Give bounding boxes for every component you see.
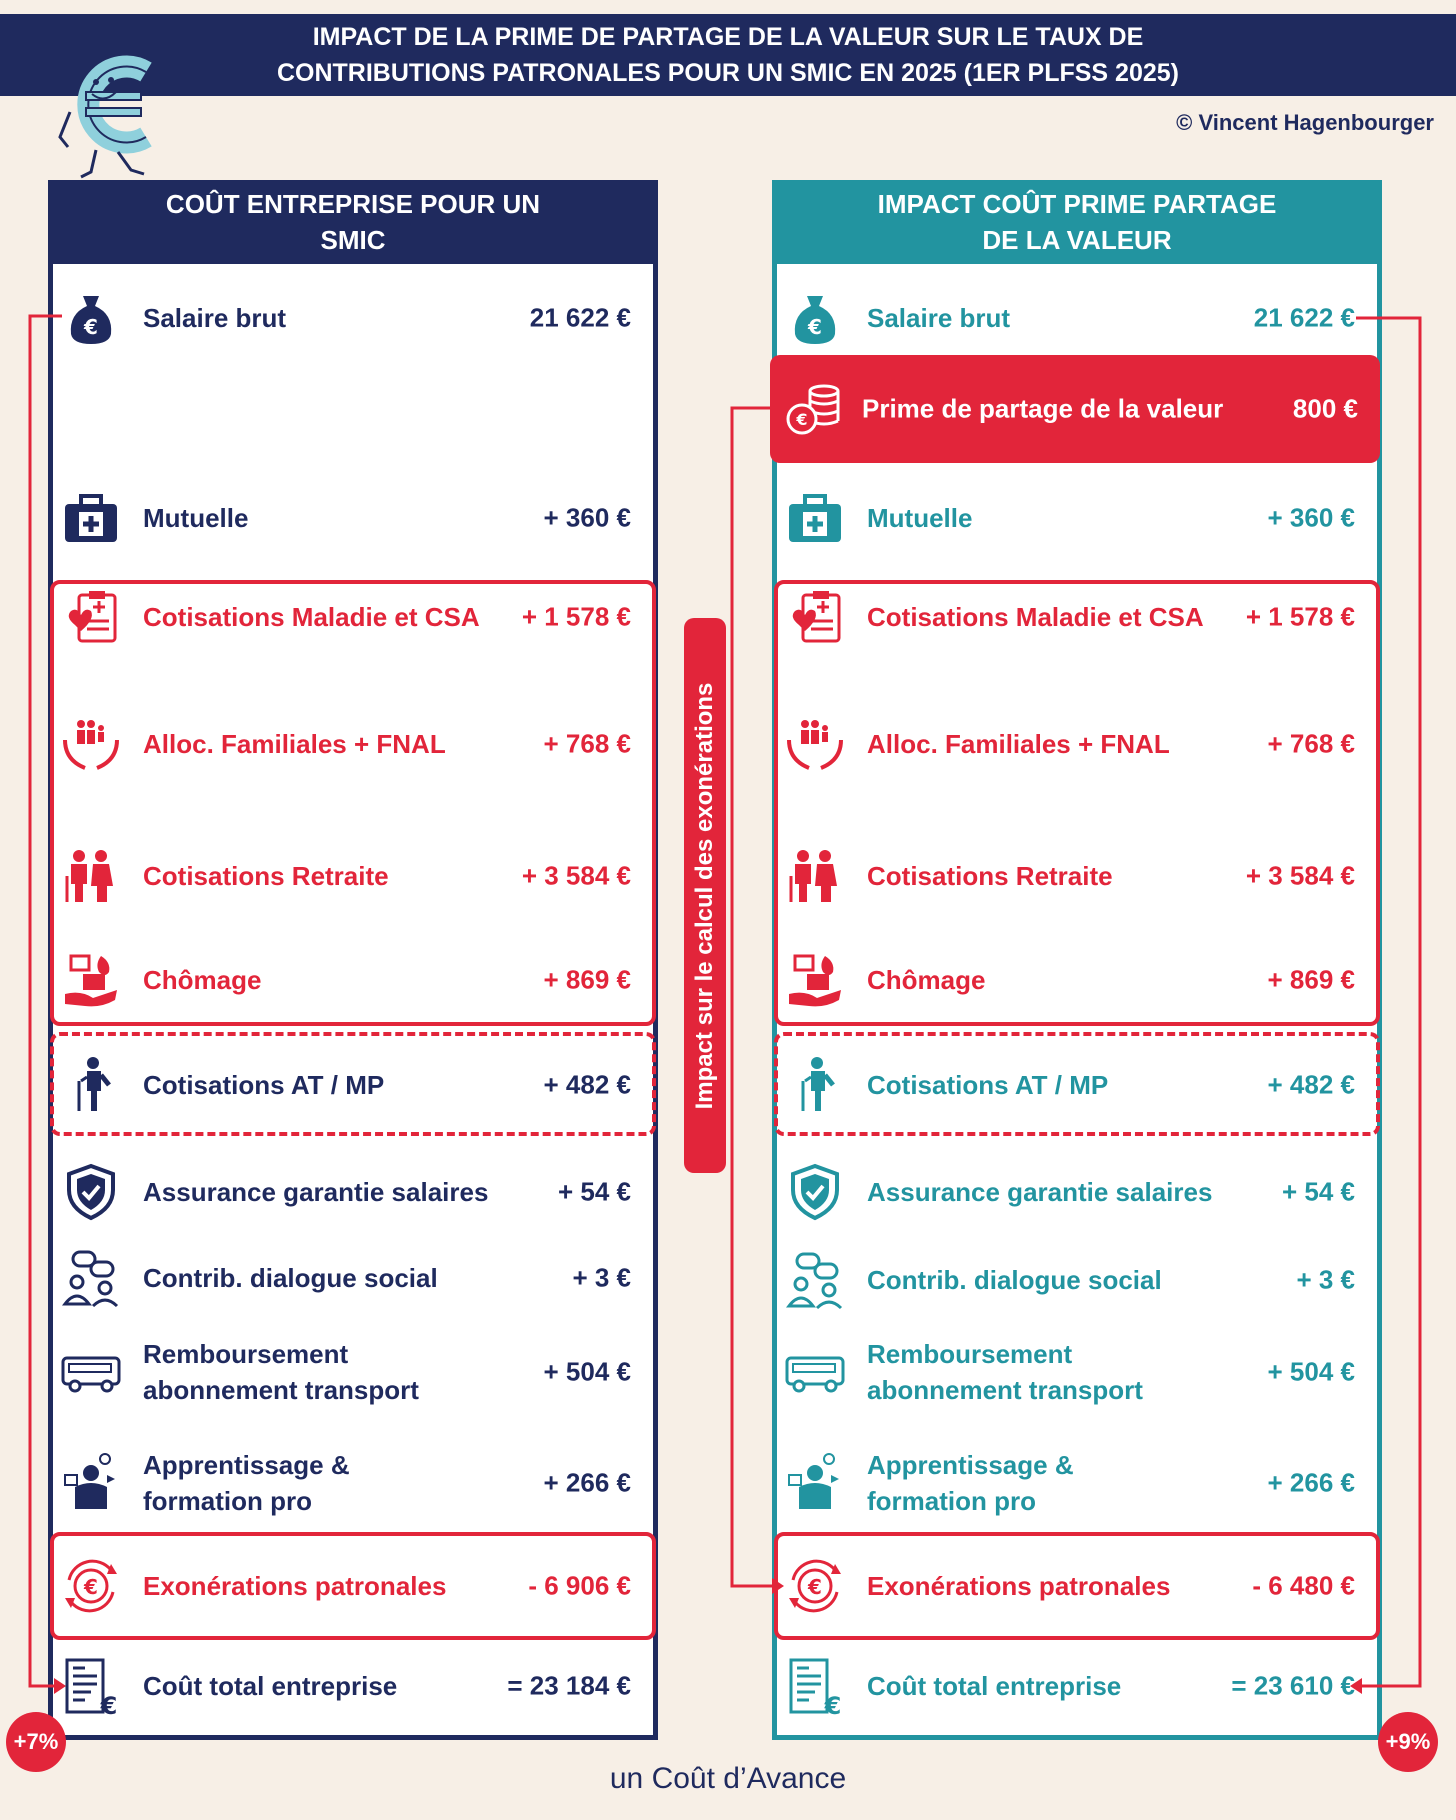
training-icon [785, 1453, 845, 1513]
right-row-value: + 3 € [1296, 1264, 1355, 1295]
left-row-value: 21 622 € [529, 302, 631, 333]
injured-worker-icon [785, 1055, 845, 1115]
left-row-assurance-garantie-salaires [53, 1162, 653, 1222]
left-row-value: = 23 184 € [507, 1670, 631, 1701]
right-row-label-line-1: Apprentissage & [867, 1450, 1074, 1480]
elderly-couple-icon [785, 846, 845, 906]
left-header-line-2: SMIC [320, 225, 386, 255]
left-row-value: + 1 578 € [521, 601, 631, 632]
right-row-assurance-garantie-salaires [777, 1162, 1377, 1222]
right-row-value: - 6 480 € [1252, 1570, 1355, 1601]
elderly-couple-icon [61, 846, 121, 906]
right-row-label: Cotisations Maladie et CSA [867, 602, 1204, 632]
left-row-salaire-brut [53, 288, 653, 348]
svg-text:€: € [808, 315, 822, 339]
right-row-remboursement-abonnement-transport [777, 1339, 1377, 1405]
left-row-value: + 482 € [543, 1069, 631, 1100]
impact-exonerations-label: Impact sur le calcul des exonérations [684, 618, 726, 1173]
svg-text:€: € [84, 315, 98, 339]
right-row-label-line-2: formation pro [867, 1486, 1036, 1516]
left-row-cotisations-maladie-et-csa [53, 587, 653, 647]
euro-cycle-icon [61, 1556, 121, 1616]
right-row-value: 21 622 € [1253, 302, 1355, 333]
money-bag-icon [61, 288, 121, 348]
invoice-icon [785, 1656, 845, 1716]
left-row-cotisations-retraite [53, 846, 653, 906]
right-row-value: + 54 € [1281, 1176, 1355, 1207]
right-row-value: + 869 € [1267, 964, 1355, 995]
left-row-label: Cotisations Maladie et CSA [143, 602, 480, 632]
right-row-label [867, 1336, 1237, 1408]
right-row-value: + 360 € [1267, 502, 1355, 533]
left-row-contrib-dialogue-social [53, 1248, 653, 1308]
shield-check-icon [61, 1162, 121, 1222]
left-row-value: + 869 € [543, 964, 631, 995]
right-row-label: Alloc. Familiales + FNAL [867, 729, 1170, 759]
right-percent-badge: +9% [1378, 1712, 1438, 1772]
svg-text:€: € [796, 410, 808, 429]
first-aid-kit-icon [61, 488, 121, 548]
right-row-label: Exonérations patronales [867, 1571, 1171, 1601]
unemployment-hand-icon [61, 950, 121, 1010]
left-row-label: Mutuelle [143, 503, 249, 533]
left-percent-badge: +7% [6, 1712, 66, 1772]
right-row-label-line-1: Remboursement [867, 1339, 1073, 1369]
left-row-value: - 6 906 € [528, 1570, 631, 1601]
svg-text:€: € [100, 1692, 118, 1716]
right-row-label: Assurance garantie salaires [867, 1177, 1213, 1207]
money-bag-icon [785, 288, 845, 348]
bus-icon [61, 1342, 121, 1402]
euro-cycle-icon [785, 1556, 845, 1616]
family-hands-icon [785, 714, 845, 774]
right-row-label: Cotisations AT / MP [867, 1070, 1109, 1100]
left-row-label [143, 1447, 513, 1519]
family-hands-icon [61, 714, 121, 774]
right-header-line-1: IMPACT COÛT PRIME PARTAGE [877, 189, 1277, 219]
left-row-label [143, 1336, 513, 1408]
right-row-value: + 482 € [1267, 1069, 1355, 1100]
left-row-value: + 3 € [572, 1262, 631, 1293]
left-row-exonerations-patronales [53, 1556, 653, 1616]
left-row-label: Alloc. Familiales + FNAL [143, 729, 446, 759]
left-row-label: Salaire brut [143, 303, 287, 333]
left-row-label-line-2: abonnement transport [143, 1375, 419, 1405]
left-row-apprentissage-formation-pro [53, 1450, 653, 1516]
left-row-alloc-familiales-fnal [53, 714, 653, 774]
shield-check-icon [785, 1162, 845, 1222]
right-row-value: + 266 € [1267, 1467, 1355, 1498]
right-row-label: Chômage [867, 965, 986, 995]
left-row-label: Exonérations patronales [143, 1571, 447, 1601]
left-row-label-line-1: Remboursement [143, 1339, 349, 1369]
left-row-value: + 360 € [543, 502, 631, 533]
left-row-value: + 54 € [557, 1176, 631, 1207]
left-row-cout-total-entreprise [53, 1656, 653, 1716]
left-row-label: Chômage [143, 965, 262, 995]
medical-clipboard-icon [785, 587, 845, 647]
title-line-2: CONTRIBUTIONS PATRONALES POUR UN SMIC EN 2025 (1ER PLFSS 2025) [276, 59, 1179, 87]
right-row-label: Mutuelle [867, 503, 973, 533]
right-row-value: + 768 € [1267, 728, 1355, 759]
training-icon [61, 1453, 121, 1513]
right-row-label-line-2: abonnement transport [867, 1375, 1143, 1405]
left-row-label: Cotisations Retraite [143, 861, 389, 891]
left-row-mutuelle [53, 488, 653, 548]
right-row-salaire-brut [777, 288, 1377, 348]
svg-text:€: € [808, 1575, 822, 1599]
right-row-value: = 23 610 € [1231, 1670, 1355, 1701]
first-aid-kit-icon [785, 488, 845, 548]
left-row-value: + 504 € [543, 1356, 631, 1387]
left-row-label: Cotisations AT / MP [143, 1070, 385, 1100]
prime-label: Prime de partage de la valeur [862, 393, 1224, 424]
left-row-value: + 266 € [543, 1467, 631, 1498]
right-row-chomage [777, 950, 1377, 1010]
right-row-alloc-familiales-fnal [777, 714, 1377, 774]
right-row-label: Coût total entreprise [867, 1671, 1122, 1701]
right-row-label [867, 1447, 1237, 1519]
left-row-value: + 768 € [543, 728, 631, 759]
unemployment-hand-icon [785, 950, 845, 1010]
svg-text:€: € [84, 1575, 98, 1599]
title-line-1: IMPACT DE LA PRIME DE PARTAGE DE LA VALEUR SUR LE TAUX DE [312, 23, 1144, 51]
dialogue-icon [785, 1250, 845, 1310]
right-row-cout-total-entreprise [777, 1656, 1377, 1716]
invoice-icon [61, 1656, 121, 1716]
left-row-value: + 3 584 € [521, 860, 631, 891]
left-row-label-line-1: Apprentissage & [143, 1450, 350, 1480]
left-header-line-1: COÛT ENTREPRISE POUR UN [165, 189, 541, 219]
right-header-line-2: DE LA VALEUR [982, 225, 1172, 255]
right-row-contrib-dialogue-social [777, 1250, 1377, 1310]
left-row-label: Contrib. dialogue social [143, 1263, 438, 1293]
dialogue-icon [61, 1248, 121, 1308]
right-row-label: Salaire brut [867, 303, 1011, 333]
right-row-label: Cotisations Retraite [867, 861, 1113, 891]
injured-worker-icon [61, 1055, 121, 1115]
right-row-apprentissage-formation-pro [777, 1450, 1377, 1516]
left-row-chomage [53, 950, 653, 1010]
left-row-label: Coût total entreprise [143, 1671, 398, 1701]
right-row-cotisations-maladie-et-csa [777, 587, 1377, 647]
medical-clipboard-icon [61, 587, 121, 647]
right-row-mutuelle [777, 488, 1377, 548]
right-row-cotisations-retraite [777, 846, 1377, 906]
author-credit: © Vincent Hagenbourger [1176, 110, 1434, 135]
left-row-label-line-2: formation pro [143, 1486, 312, 1516]
svg-text:€: € [824, 1692, 842, 1716]
left-row-remboursement-abonnement-transport [53, 1339, 653, 1405]
right-row-exonerations-patronales [777, 1556, 1377, 1616]
right-row-value: + 1 578 € [1245, 601, 1355, 632]
right-row-value: + 504 € [1267, 1356, 1355, 1387]
right-row-label: Contrib. dialogue social [867, 1265, 1162, 1295]
prime-value: 800 € [1292, 393, 1358, 424]
right-row-value: + 3 584 € [1245, 860, 1355, 891]
bus-icon [785, 1342, 845, 1402]
left-row-label: Assurance garantie salaires [143, 1177, 489, 1207]
left-row-cotisations-at-mp [53, 1055, 653, 1115]
right-row-cotisations-at-mp [777, 1055, 1377, 1115]
footer-brand: un Coût d’Avance [609, 1762, 847, 1795]
